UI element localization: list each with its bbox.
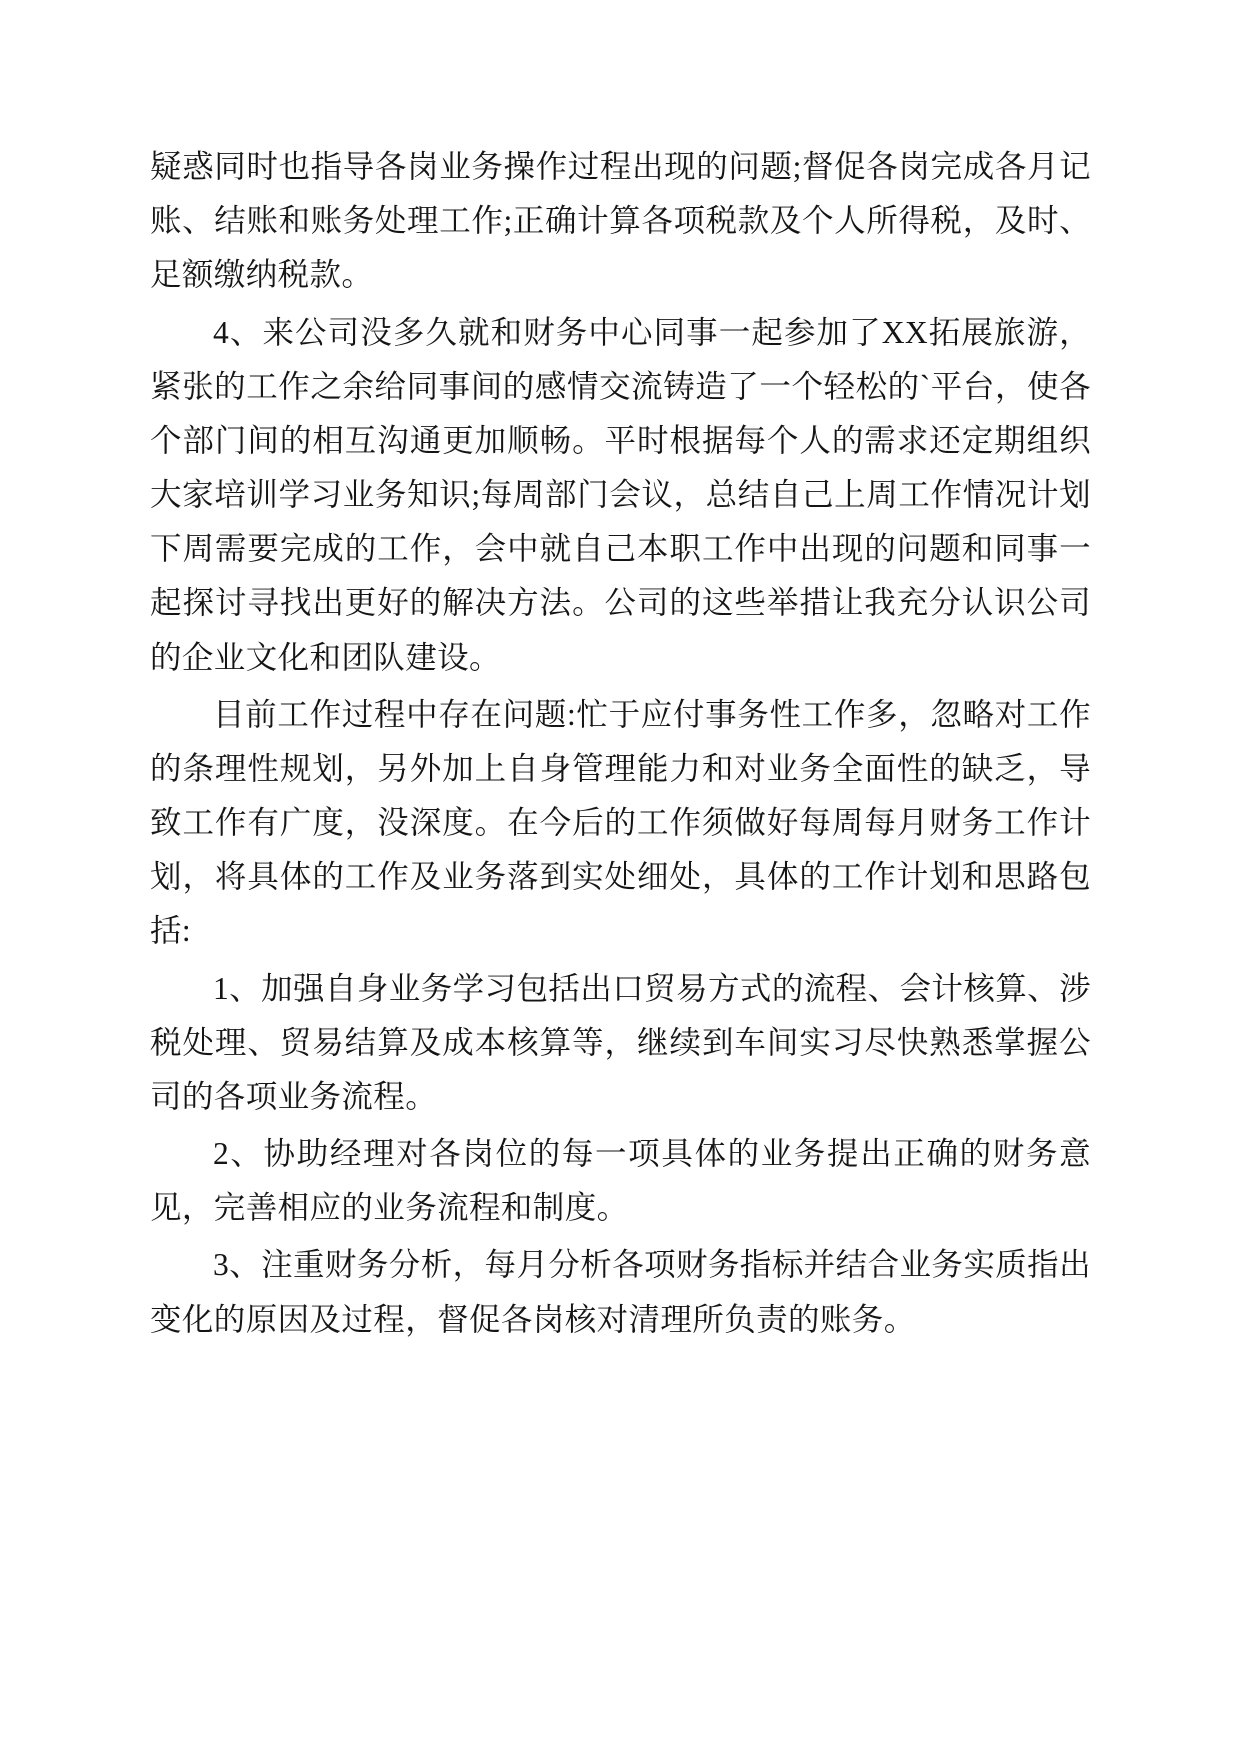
paragraph-item-4: 4、来公司没多久就和财务中心同事一起参加了XX拓展旅游，紧张的工作之余给同事间的感情交流铸造了一个轻松的`平台，使各个部门间的相互沟通更加顺畅。平时根据每个人的需求还定期组织大家培训学习业务知识;每周部门会议，总结自己上周工作情况计划下周需要完成的工作，会中就自己本职工作中出现的问题和同事一起探讨寻找出更好的解决方法。公司的这些举措让我充分认识公司的企业文化和团队建设。 (150, 314, 1091, 675)
paragraph-plan-3: 3、注重财务分析，每月分析各项财务指标并结合业务实质指出变化的原因及过程，督促各岗核对清理所负责的账务。 (150, 1247, 1091, 1337)
paragraph-continued: 疑惑同时也指导各岗业务操作过程出现的问题;督促各岗完成各月记账、结账和账务处理工作;正确计算各项税款及个人所得税，及时、足额缴纳税款。 (150, 149, 1091, 293)
paragraph-plan-1: 1、加强自身业务学习包括出口贸易方式的流程、会计核算、涉税处理、贸易结算及成本核算等，继续到车间实习尽快熟悉掌握公司的各项业务流程。 (150, 970, 1091, 1114)
paragraph-plan-2: 2、协助经理对各岗位的每一项具体的业务提出正确的财务意见，完善相应的业务流程和制度。 (150, 1136, 1091, 1226)
paragraph-problems: 目前工作过程中存在问题:忙于应付事务性工作多，忽略对工作的条理性规划，另外加上自身管理能力和对业务全面性的缺乏，导致工作有广度，没深度。在今后的工作须做好每周每月财务工作计划，将具体的工作及业务落到实处细处，具体的工作计划和思路包括: (150, 696, 1091, 949)
document-body (150, 140, 1091, 1347)
